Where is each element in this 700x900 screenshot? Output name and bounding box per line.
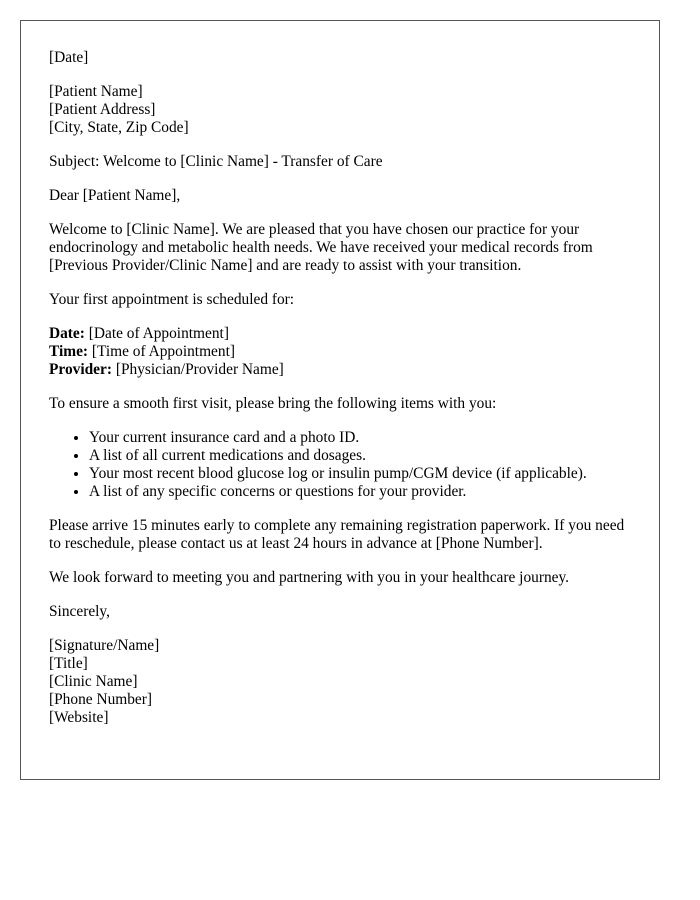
intro-paragraph: Welcome to [Clinic Name]. We are pleased that you have chosen our practice for your endocrinology and metabolic health needs. We have received your medical records from [Previous Provider/Clinic Name] and are ready to assist with your transition. xyxy=(49,221,593,274)
arrival-note: Please arrive 15 minutes early to complete any remaining registration paperwork. If you need to reschedule, please contact us at least 24 hours in advance at [Phone Number]. xyxy=(49,517,625,552)
salutation: Dear [Patient Name], xyxy=(49,187,181,204)
appointment-time-label: Time: xyxy=(49,343,89,360)
appointment-intro: Your first appointment is scheduled for: xyxy=(49,291,295,308)
items-list xyxy=(49,429,631,501)
signature-phone: [Phone Number] xyxy=(49,691,153,708)
appointment-details xyxy=(49,325,631,379)
closing-note: We look forward to meeting you and partnering with you in your healthcare journey. xyxy=(49,569,570,586)
signature-website: [Website] xyxy=(49,709,109,726)
sign-off: Sincerely, xyxy=(49,603,110,620)
appointment-date-value: [Date of Appointment] xyxy=(84,325,229,342)
signature-title: [Title] xyxy=(49,655,88,672)
letter-page xyxy=(20,20,660,780)
signature-clinic: [Clinic Name] xyxy=(49,673,138,690)
appointment-date-label: Date: xyxy=(49,325,85,342)
subject-line: Subject: Welcome to [Clinic Name] - Transfer of Care xyxy=(49,153,383,170)
signature-block xyxy=(49,637,631,727)
list-item: • Your current insurance card and a photo ID. xyxy=(89,429,631,447)
recipient-block xyxy=(49,83,631,137)
list-item: • A list of all current medications and dosages. xyxy=(89,447,631,465)
items-intro: To ensure a smooth first visit, please bring the following items with you: xyxy=(49,395,497,412)
list-item: • Your most recent blood glucose log or insulin pump/CGM device (if applicable). xyxy=(89,465,631,483)
appointment-time-value: [Time of Appointment] xyxy=(88,343,235,360)
recipient-address: [Patient Address] xyxy=(49,101,156,118)
signature-name: [Signature/Name] xyxy=(49,637,160,654)
appointment-provider-line xyxy=(49,361,631,379)
appointment-date-line xyxy=(49,325,631,343)
appointment-time-line xyxy=(49,343,631,361)
list-item: • A list of any specific concerns or questions for your provider. xyxy=(89,483,631,501)
recipient-city-state-zip: [City, State, Zip Code] xyxy=(49,119,189,136)
appointment-provider-value: [Physician/Provider Name] xyxy=(111,361,284,378)
letter-date: [Date] xyxy=(49,49,89,66)
appointment-provider-label: Provider: xyxy=(49,361,112,378)
recipient-name: [Patient Name] xyxy=(49,83,143,100)
